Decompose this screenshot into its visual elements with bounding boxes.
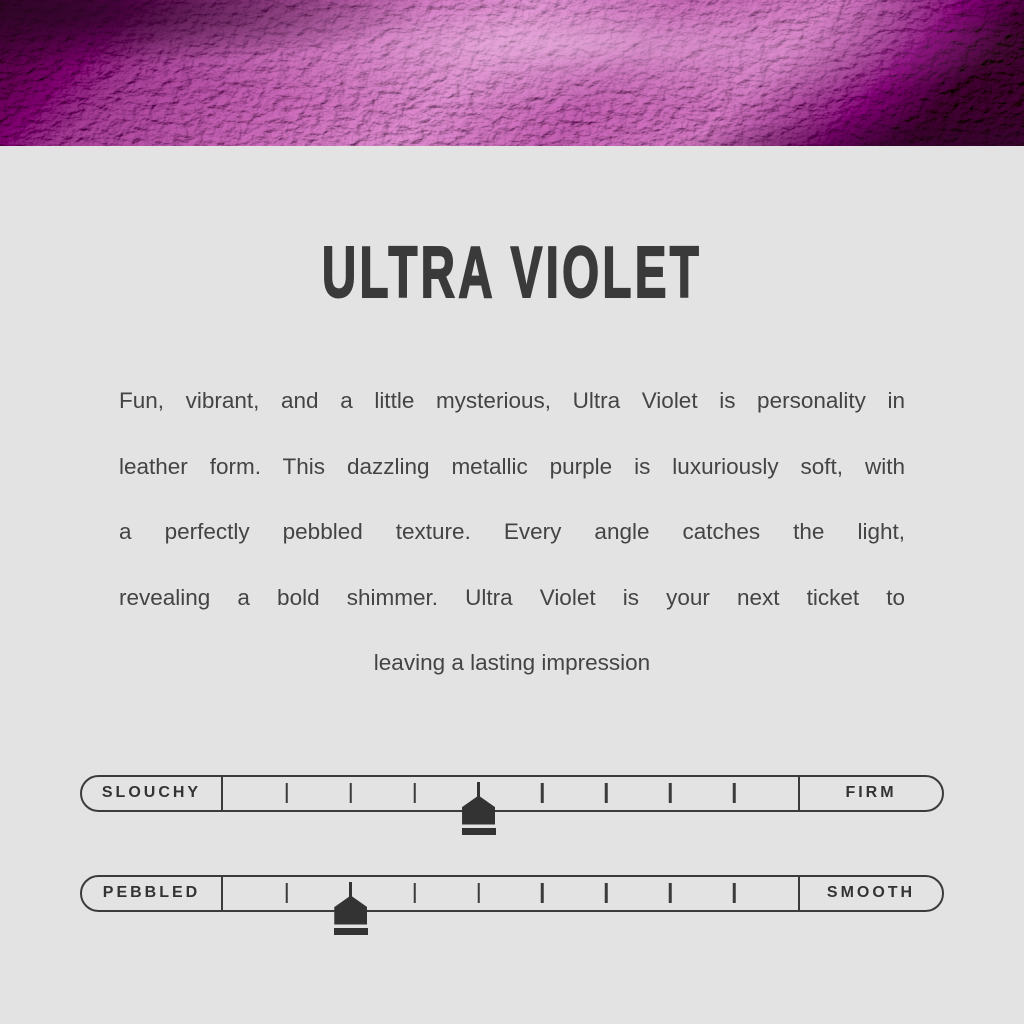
marker-underline	[462, 828, 496, 835]
leather-texture-banner	[0, 0, 1024, 146]
product-description	[119, 368, 905, 696]
leather-texture-image	[0, 0, 1024, 146]
attribute-scales	[0, 775, 1024, 912]
scale-track	[223, 877, 798, 910]
description-line: revealing a bold shimmer. Ultra Violet is your next ticket to	[119, 584, 905, 610]
slouchy-firm-scale	[80, 775, 944, 812]
tick-mark	[413, 883, 416, 903]
description-line: Fun, vibrant, and a little mysterious, Ultra Violet is personality in	[119, 388, 905, 413]
tick-mark	[733, 883, 736, 903]
description-line: leaving a lasting impression	[373, 650, 651, 675]
description-line: a perfectly pebbled texture. Every angle catches the light,	[119, 519, 905, 544]
scale-right-label: FIRM	[798, 777, 942, 810]
tick-mark	[605, 883, 608, 903]
tick-mark	[541, 783, 544, 803]
tick-mark	[350, 783, 353, 803]
scale-left-label: SLOUCHY	[82, 777, 223, 810]
scale-left-label: PEBBLED	[82, 877, 223, 910]
tick-mark	[733, 783, 736, 803]
description-line: leather form. This dazzling metallic purple is luxuriously soft, with	[119, 453, 905, 479]
pebbled-smooth-scale	[80, 875, 944, 912]
tick-mark	[477, 883, 480, 903]
scale-position-marker	[334, 882, 368, 935]
marker-head	[334, 896, 367, 925]
scale-position-marker	[462, 782, 496, 835]
marker-underline	[334, 928, 368, 935]
marker-head	[462, 796, 495, 825]
scale-right-label: SMOOTH	[798, 877, 942, 910]
product-name-title: ULTRA VIOLET	[321, 233, 703, 313]
tick-mark	[605, 783, 608, 803]
tick-mark	[286, 783, 289, 803]
marker-stem	[349, 882, 352, 897]
tick-mark	[669, 783, 672, 803]
scale-track	[223, 777, 798, 810]
tick-mark	[413, 783, 416, 803]
marker-stem	[477, 782, 480, 797]
tick-mark	[669, 883, 672, 903]
tick-mark	[541, 883, 544, 903]
page-header	[0, 233, 1024, 313]
tick-mark	[286, 883, 289, 903]
